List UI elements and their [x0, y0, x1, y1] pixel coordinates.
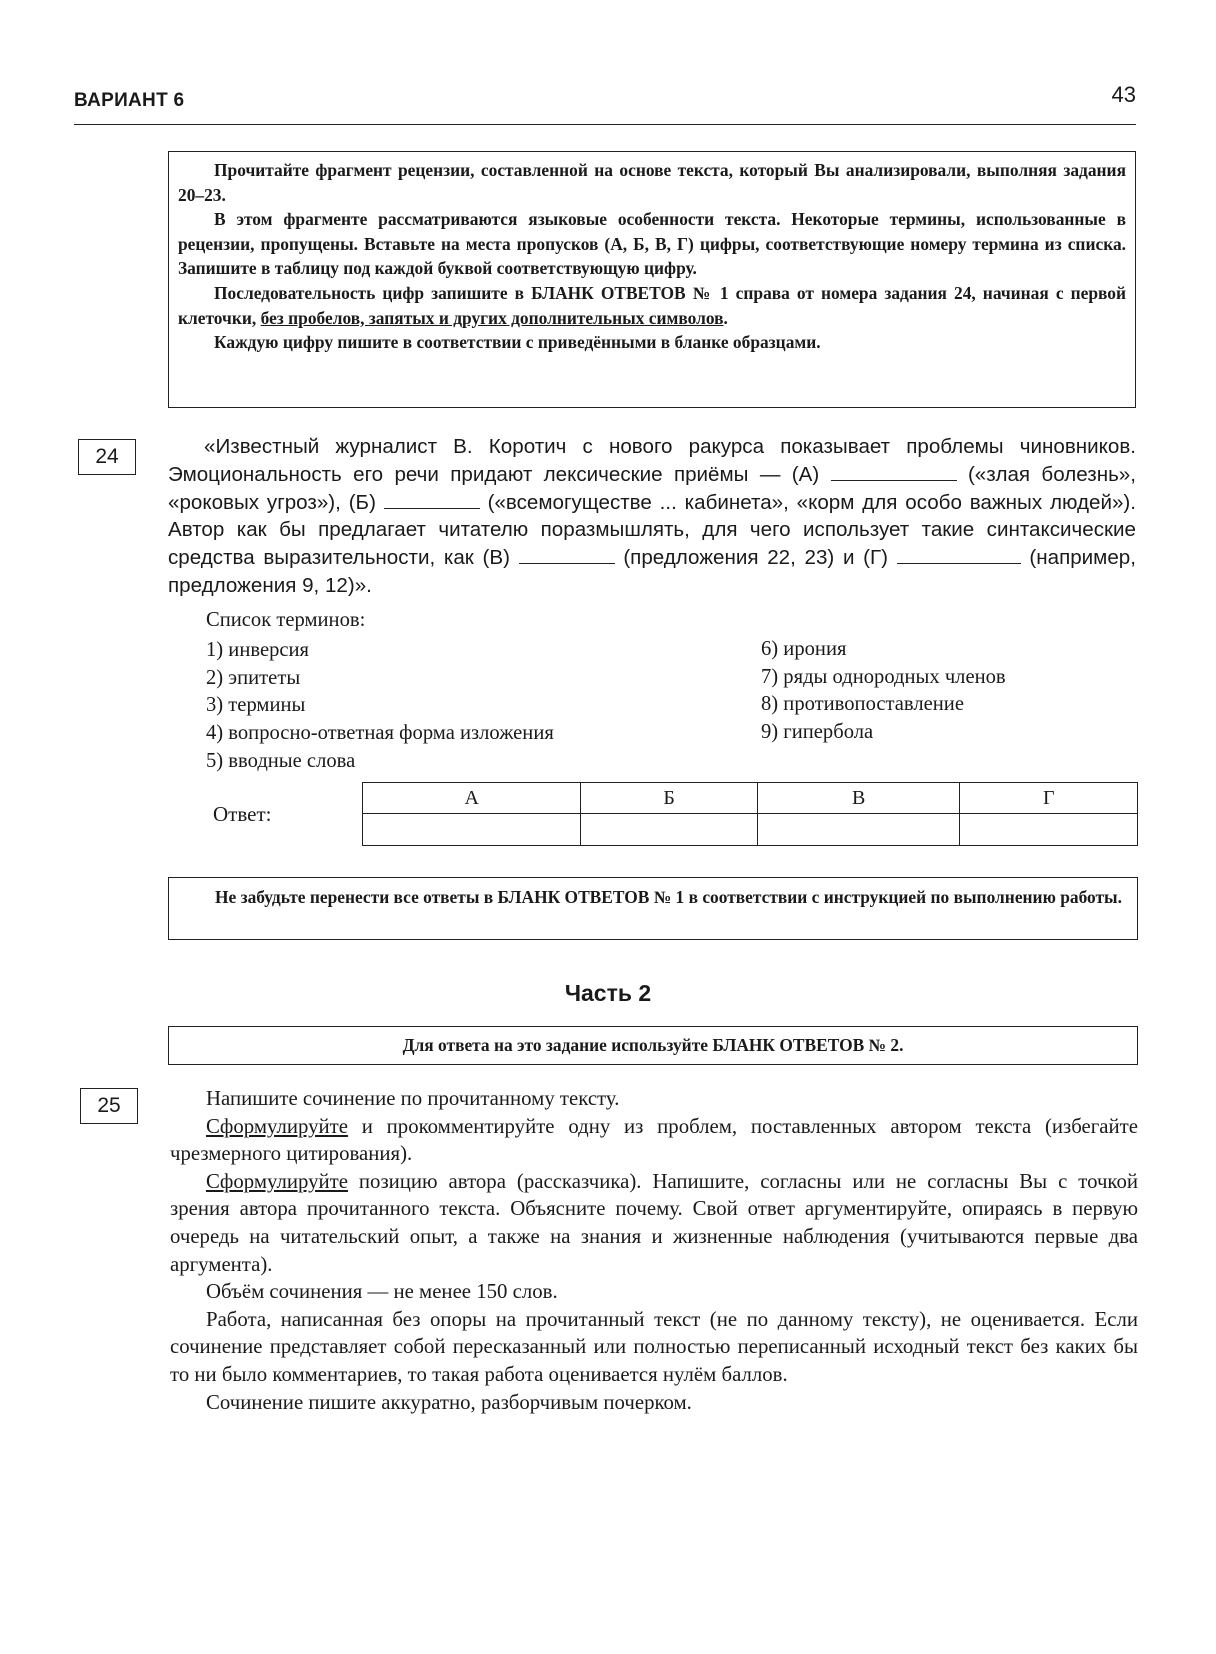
answer-cell-b[interactable] [581, 814, 757, 846]
instructions-paragraph [178, 281, 1126, 330]
reminder-box [168, 877, 1138, 940]
term-item: 5) вводные слова [206, 749, 356, 772]
term-item: 6) ирония [761, 638, 847, 660]
essay-paragraph [170, 1168, 1138, 1278]
page-number: 43 [1111, 82, 1136, 107]
answer-cell-v[interactable] [757, 814, 960, 846]
review-text: («всемогуществе ... кабинета», «корм для особо важных людей»). Автор как бы предлагает читателю поразмышлять, для чего использует такие синтаксические средства выразительности, как (В) [168, 490, 1136, 570]
term-item: 8) противопоставление [761, 693, 964, 716]
instructions-paragraph: В этом фрагменте рассматриваются языковые особенности текста. Некоторые термины, использованные в рецензии, пропущены. Вставьте на места пропусков (А, Б, В, Г) цифры, соответствующие номеру термина из списка. Запишите в таблицу под каждой буквой соответствующую цифру. [178, 209, 1126, 279]
answer-column-b: Б [581, 783, 757, 814]
answer-column-v: В [757, 783, 960, 814]
terms-list-left [206, 637, 554, 776]
gap-v-blank [519, 562, 615, 564]
task-number-box: 24 [78, 439, 136, 475]
answer-cell-a[interactable] [363, 814, 581, 846]
instructions-text: Последовательность цифр запишите в БЛАНК ОТВЕТОВ № 1 справа от номера задания 24, начиная с первой клеточки, [178, 282, 1126, 328]
essay-paragraph: Напишите сочинение по прочитанному тексту. [206, 1087, 620, 1110]
answer-column-a: А [363, 783, 581, 814]
gap-b-blank [384, 507, 480, 509]
term-item: 9) гипербола [761, 721, 874, 744]
instructions-paragraph: Прочитайте фрагмент рецензии, составленной на основе текста, который Вы анализировали, выполняя задания 20–23. [178, 160, 1126, 205]
essay-text: позицию автора (рассказчика). Напишите, согласны или не согласны Вы с точкой зрения автора прочитанного текста. Объясните почему. Свой ответ аргументируйте, опираясь в первую очередь на читательский опыт, а также на знания и жизненные наблюдения (учитываются первые два аргумента). [170, 1169, 1138, 1276]
term-item: 7) ряды однородных членов [761, 665, 1006, 688]
essay-paragraph [170, 1113, 1138, 1168]
answer-table [362, 782, 1138, 846]
header-divider [74, 124, 1136, 125]
term-item: 2) эпитеты [206, 666, 301, 689]
gap-a-blank [831, 479, 957, 481]
essay-underlined: Сформулируйте [206, 1169, 348, 1193]
instructions-paragraph: Каждую цифру пишите в соответствии с приведёнными в бланке образцами. [214, 332, 821, 353]
essay-paragraph: Сочинение пишите аккуратно, разборчивым почерком. [206, 1390, 692, 1414]
review-fragment [168, 433, 1136, 600]
essay-task [170, 1085, 1138, 1416]
instructions-box [168, 151, 1136, 408]
terms-list-title: Список терминов: [206, 609, 366, 631]
answer-cell-g[interactable] [960, 814, 1138, 846]
essay-underlined: Сформулируйте [206, 1114, 348, 1138]
review-text: («злая болезнь», «роковых угроз»), (Б) [168, 462, 1136, 514]
essay-paragraph: Работа, написанная без опоры на прочитанный текст (не по данному тексту), не оценивается. Если сочинение представляет собой пересказанный или полностью переписанный исходный текст без каких бы то ни было комментариев, то такая работа оценивается нулём баллов. [170, 1307, 1138, 1386]
reminder-text: Не забудьте перенести все ответы в БЛАНК ОТВЕТОВ № 1 в соответствии с инструкцией по выполнению работы. [215, 887, 1122, 907]
term-item: 4) вопросно-ответная форма изложения [206, 722, 554, 745]
gap-g-blank [897, 562, 1021, 564]
instructions-text: . [723, 307, 728, 328]
review-text: «Известный журналист В. Коротич с нового ракурса показывает проблемы чиновников. Эмоциональность его речи придают лексические приёмы — (А) [168, 435, 1136, 486]
essay-text: и прокомментируйте одну из проблем, поставленных автором текста (избегайте чрезмерного цитирования). [170, 1114, 1138, 1166]
answer-label: Ответ: [213, 802, 272, 826]
term-item: 3) термины [206, 694, 306, 717]
answer-column-g: Г [960, 783, 1138, 814]
instructions-underlined: без пробелов, запятых и других дополнительных символов [260, 307, 724, 328]
essay-paragraph: Объём сочинения — не менее 150 слов. [206, 1280, 558, 1304]
task-number-box: 25 [80, 1088, 138, 1124]
review-paragraph [168, 433, 1136, 600]
terms-list-right [761, 636, 1006, 747]
term-item: 1) инверсия [206, 639, 310, 661]
page-header [74, 82, 1136, 126]
variant-title: ВАРИАНТ 6 [74, 90, 185, 111]
answer-form-note: Для ответа на это задание используйте БЛАНК ОТВЕТОВ № 2. [168, 1026, 1138, 1065]
review-text: (предложения 22, 23) и (Г) [623, 546, 889, 570]
part-2-title: Часть 2 [564, 980, 652, 1006]
review-text: (например, предложения 9, 12)». [168, 546, 1136, 597]
